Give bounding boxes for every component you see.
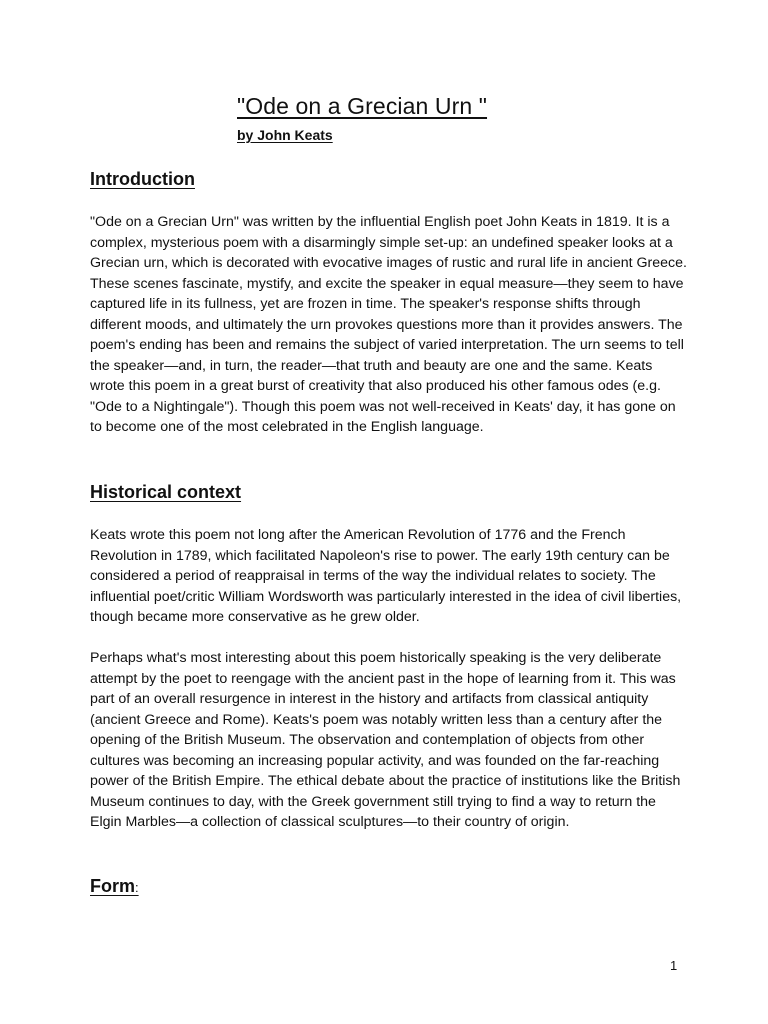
section-heading-form-suffix: : (135, 880, 139, 895)
section-heading-introduction: Introduction (90, 169, 195, 189)
historical-context-paragraph-2: Perhaps what's most interesting about this poem historically speaking is the very deliberate attempt by the poet to reengage with the ancient past in the hope of learning from it. This was part of an overall resurgence in interest in the history and artifacts from classical antiquity (ancient Greece and Rome). Keats's poem was notably written less than a century after the opening of the British Museum. The observation and contemplation of objects from other cultures was becoming an increasing popular activity, and was founded on the far-reaching power of the British Empire. The ethical debate about the practice of institutions like the British Museum continues to day, with the Greek government still trying to find a way to return the Elgin Marbles—a collection of classical sculptures—to their country of origin. (90, 650, 681, 830)
document-title: "Ode on a Grecian Urn " (237, 93, 488, 119)
section-heading-form (90, 876, 139, 897)
page-number: 1 (670, 958, 678, 973)
historical-context-paragraph-1: Keats wrote this poem not long after the American Revolution of 1776 and the French Revolution in 1789, which facilitated Napoleon's rise to power. The early 19th century can be considered a period of reappraisal in terms of the way the individual relates to society. The influential poet/critic William Wordsworth was particularly interested in the idea of civil liberties, though became more conservative as he grew older. (90, 527, 682, 625)
document-author: by John Keats (237, 127, 333, 143)
section-heading-form-text: Form (90, 876, 135, 896)
introduction-paragraph: "Ode on a Grecian Urn" was written by the influential English poet John Keats in 1819. It is a complex, mysterious poem with a disarmingly simple set-up: an undefined speaker looks at a Grecian urn, which is decorated with evocative images of rustic and rural life in ancient Greece. These scenes fascinate, mystify, and excite the speaker in equal measure—they seem to have captured life in its fullness, yet are frozen in time. The speaker's response shifts through different moods, and ultimately the urn provokes questions more than it provides answers. The poem's ending has been and remains the subject of varied interpretation. The urn seems to tell the speaker—and, in turn, the reader—that truth and beauty are one and the same. Keats wrote this poem in a great burst of creativity that also produced his other famous odes (e.g. "Ode to a Nightingale"). Though this poem was not well-received in Keats' day, it has gone on to become one of the most celebrated in the English language. (90, 214, 687, 435)
section-heading-historical-context: Historical context (90, 482, 242, 502)
